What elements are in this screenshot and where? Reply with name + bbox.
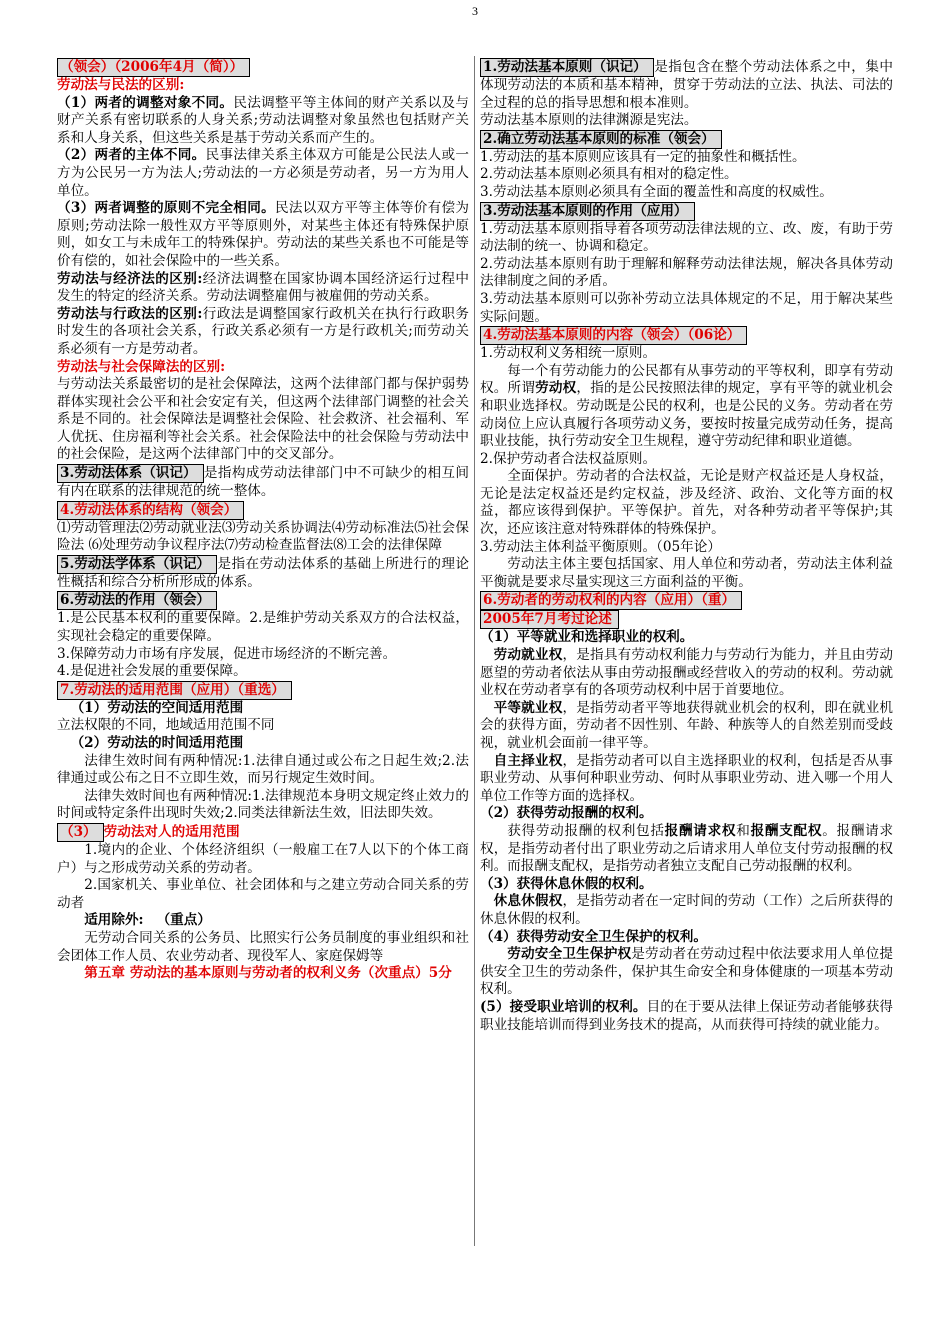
paragraph: 2.保护劳动者合法权益原则。 xyxy=(480,450,657,467)
bold-text: 自主择业权 xyxy=(493,752,563,769)
bold-text: （2）两者的主体不同。 xyxy=(57,147,206,164)
paragraph: 3.劳动法主体利益平衡原则。（05年论） xyxy=(480,538,721,555)
paragraph xyxy=(480,753,893,806)
bold-text: 劳动安全卫生保护权 xyxy=(507,946,632,963)
text: 和 xyxy=(736,822,751,839)
paragraph xyxy=(480,647,893,700)
text: 经济法调整在国家协调本国经济运行过程中发生的特定的经济关系。劳动法调整雇佣与被雇佣的劳动关系。 xyxy=(57,270,469,305)
paragraph: 2.劳动法基本原则有助于理解和解释劳动法律法规，解决各具体劳动法律制度之间的矛盾。 xyxy=(480,255,893,290)
subheading: （1）劳动法的空间适用范围 xyxy=(70,699,244,716)
heading-box: 4.劳动法体系的结构（领会） xyxy=(57,501,244,520)
bold-text: 报酬支配权 xyxy=(750,822,823,839)
heading-box: 3.劳动法基本原则的作用（应用） xyxy=(480,202,695,221)
text: ，是指劳动者平等地获得就业机会的权利，即在就业机会的获得方面，劳动者不因性别、年龄、种族等人的自然差别而受歧视，就业机会面前一律平等。 xyxy=(480,699,894,751)
paragraph: 4.是促进社会发展的重要保障。 xyxy=(57,663,247,680)
paragraph: 与劳动法关系最密切的是社会保障法，这两个法律部门都与保护弱势群体实现社会公平和社会安定有关，但这两个法律部门调整的社会关系是不同的。社会保障法是调整社会保险、社会救济、社会福利、军人优抚、住房福利等社会关系。社会保险法中的社会保险与劳动法中的社会保险，是这两个法律部门中的交叉部分。 xyxy=(57,376,469,463)
heading-box: 1.劳动法基本原则（识记） xyxy=(480,58,654,77)
bold-text: 休息休假权 xyxy=(493,893,563,910)
text: 是指在劳动法体系的基础上所进行的理论性概括和综合分析所形成的体系。 xyxy=(57,555,469,590)
bold-text: (5）接受职业培训的权利。 xyxy=(480,998,647,1015)
text: 民法以双方平等主体等价有偿为原则;劳动法除一般性双方平等原则外，对某些主体还有特殊保护原则，如女工与未成年工的特殊保护。劳动法的某些关系也不可能是等价有偿的，如社会保险中的一些关系。 xyxy=(57,200,469,269)
page-number: 3 xyxy=(472,4,478,18)
bold-text: 劳动就业权 xyxy=(493,647,563,664)
heading: 劳动法与社会保障法的区别: xyxy=(57,358,226,375)
paragraph xyxy=(57,147,469,200)
paragraph xyxy=(480,999,893,1034)
bold-text: （3）两者调整的原则不完全相同。 xyxy=(57,200,275,217)
heading: 劳动法与民法的区别: xyxy=(57,77,185,93)
right-column xyxy=(480,58,893,1034)
text: 。报酬请求权，是指劳动者付出了职业劳动之后请求用人单位支付劳动报酬的权利。而报酬支配权，是指劳动者独立支配自己劳动报酬的权利。 xyxy=(480,822,894,875)
heading-box: 5.劳动法学体系（识记） xyxy=(57,555,217,574)
text: 是劳动者在劳动过程中依法要求用人单位提供安全卫生的劳动条件，保护其生命安全和身体健康的一项基本劳动权利。 xyxy=(480,946,894,998)
paragraph: 法律失效时间也有两种情况:1.法律规范本身明文规定终止效力的时间或特定条件出现时失效;2.同类法律新法生效，旧法即失效。 xyxy=(57,787,469,822)
heading-box: （领会）（2006年4月（简）） xyxy=(57,58,250,77)
bold-text: 劳动权 xyxy=(535,380,577,397)
text: 是指构成劳动法律部门中不可缺少的相互间有内在联系的法律规范的统一整体。 xyxy=(57,465,469,500)
heading-box: （3） xyxy=(57,823,104,842)
subheading: （2）获得劳动报酬的权利。 xyxy=(480,805,653,822)
text: 是指包含在整个劳动法体系之中，集中体现劳动法的本质和基本精神，贯穿于劳动法的立法、执法、司法的全过程的总的指导思想和根本准则。 xyxy=(480,59,893,111)
text: 民法调整平等主体间的财产关系以及与财产关系有密切联系的人身关系;劳动法调整对象虽然也包括财产关系和人身关系，但这些关系是基于劳动关系而产生的。 xyxy=(57,94,469,146)
subheading: （1）平等就业和选择职业的权利。 xyxy=(480,629,694,646)
paragraph: 1.劳动法的基本原则应该具有一定的抽象性和概括性。 xyxy=(480,148,806,165)
subheading xyxy=(57,823,469,842)
paragraph: 无劳动合同关系的公务员、比照实行公务员制度的事业组织和社会团体工作人员、农业劳动者、现役军人、家庭保姆等 xyxy=(57,929,469,964)
bold-text: 劳动法与行政法的区别: xyxy=(57,305,203,322)
paragraph: 劳动法基本原则的法律渊源是宪法。 xyxy=(480,112,698,129)
chapter-heading: 第五章 劳动法的基本原则与劳动者的权利义务（次重点）5分 xyxy=(84,965,452,982)
heading-box: 7.劳动法的适用范围（应用）（重选） xyxy=(57,681,292,700)
paragraph xyxy=(480,893,893,928)
paragraph xyxy=(57,271,469,306)
heading-box: 4.劳动法基本原则的内容（领会）（06论） xyxy=(480,326,747,345)
heading-box: 3.劳动法体系（识记） xyxy=(57,464,204,483)
paragraph xyxy=(57,200,469,270)
subheading: （3）获得休息休假的权利。 xyxy=(480,875,653,892)
text: 目的在于要从法律上保证劳动者能够获得职业技能培训而得到业务技术的提高，从而获得可持续的就业能力。 xyxy=(480,998,894,1033)
text: ，是指劳动者在一定时间的劳动（工作）之后所获得的休息休假的权利。 xyxy=(480,893,894,927)
text: 每一个有劳动能力的公民都有从事劳动的平等权利，即享有劳动权。所谓 xyxy=(480,362,893,397)
paragraph: 1.是公民基本权利的重要保障。2.是维护劳动关系双方的合法权益，实现社会稳定的重要保障。 xyxy=(57,610,469,645)
paragraph: 立法权限的不同，地域适用范围不同 xyxy=(57,717,275,734)
text: ，是指劳动者可以自主选择职业的权利，包括是否从事职业劳动、从事何种职业劳动、何时从事职业劳动、进入哪一个用人单位工作等方面的选择权。 xyxy=(480,752,894,804)
paragraph xyxy=(480,700,893,753)
paragraph: 劳动法主体主要包括国家、用人单位和劳动者，劳动法主体利益平衡就是要求尽量实现这三方面利益的平衡。 xyxy=(480,556,893,590)
text: 行政法是调整国家行政机关在执行行政职务时发生的各项社会关系，行政关系必须有一方是行政机关;而劳动关系必须有一方是劳动者。 xyxy=(57,305,469,357)
paragraph xyxy=(57,464,469,501)
bold-text: 报酬请求权 xyxy=(664,822,737,839)
left-column xyxy=(57,58,469,983)
paragraph: 1.劳动法基本原则指导着各项劳动法律法规的立、改、废，有助于劳动法制的统一、协调和稳定。 xyxy=(480,220,893,255)
text: 劳动法对人的适用范围 xyxy=(103,823,240,840)
text: ，指的是公民按照法律的规定，享有平等的就业机会和职业选择权。劳动既是公民的权利，也是公民的义务。劳动者在劳动岗位上应认真履行各项劳动义务，要按时按量完成劳动任务，提高职业技能，执行劳动安全卫生规程，遵守劳动纪律和职业道德。 xyxy=(480,380,894,450)
paragraph xyxy=(57,306,469,359)
paragraph: 2.劳动法基本原则必须具有相对的稳定性。 xyxy=(480,166,738,183)
bold-text: 平等就业权 xyxy=(493,699,563,716)
subheading: （4）获得劳动安全卫生保护的权利。 xyxy=(480,928,707,945)
paragraph xyxy=(480,823,893,876)
paragraph xyxy=(57,95,469,148)
paragraph: 2.国家机关、事业单位、社会团体和与之建立劳动合同关系的劳动者 xyxy=(57,877,469,911)
text: 民事法律关系主体双方可能是公民法人或一方为公民另一方为法人;劳动法的一方必须是劳动者，另一方为用人单位。 xyxy=(57,147,470,199)
heading-box: 6.劳动法的作用（领会） xyxy=(57,591,217,610)
column-divider xyxy=(474,56,475,1246)
bold-text: 适用除外: xyxy=(84,912,144,929)
paragraph xyxy=(480,363,893,451)
paragraph: 全面保护。劳动者的合法权益，无论是财产权益还是人身权益，无论是法定权益还是约定权益，涉及经济、政治、文化等方面的权益，都应该得到保护。平等保护。首先，对各种劳动者平等保护;其次，还应该注意对特殊群体的特殊保护。 xyxy=(480,468,893,538)
text: ，是指具有劳动权利能力与劳动行为能力，并且由劳动愿望的劳动者依法从事由劳动报酬或经营收入的劳动的权利。劳动就业权在劳动者享有的各项劳动权利中居于首要地位。 xyxy=(480,647,894,699)
bold-text: 劳动法与经济法的区别: xyxy=(57,270,203,287)
heading-box: 6.劳动者的劳动权利的内容（应用）（重） xyxy=(480,591,742,610)
bold-text: （重点） xyxy=(156,912,211,929)
bold-text: （1）两者的调整对象不同。 xyxy=(57,94,234,111)
subheading: （2）劳动法的时间适用范围 xyxy=(70,735,244,751)
heading-box: 2.确立劳动法基本原则的标准（领会） xyxy=(480,130,722,149)
text: 获得劳动报酬的权利包括 xyxy=(507,822,665,839)
paragraph: 1.境内的企业、个体经济组织（一般雇工在7人以下的个体工商户）与之形成劳动关系的劳动者。 xyxy=(57,841,469,876)
paragraph xyxy=(480,946,893,999)
paragraph: ⑴劳动管理法⑵劳动就业法⑶劳动关系协调法⑷劳动标准法⑸社会保险法 ⑹处理劳动争议程序法⑺劳动检查监督法⑻工会的法律保障 xyxy=(57,519,469,554)
paragraph xyxy=(480,58,893,112)
paragraph: 1.劳动权利义务相统一原则。 xyxy=(480,345,657,362)
paragraph: 法律生效时间有两种情况:1.法律自通过或公布之日起生效;2.法律通过或公布之日不立即生效，而另行规定生效时间。 xyxy=(57,752,469,787)
paragraph: 3.保障劳动力市场有序发展，促进市场经济的不断完善。 xyxy=(57,645,397,662)
heading-box: 2005年7月考过论述 xyxy=(480,610,619,629)
paragraph: 3.劳动法基本原则必须具有全面的覆盖性和高度的权威性。 xyxy=(480,183,833,200)
paragraph: 3.劳动法基本原则可以弥补劳动立法具体规定的不足，用于解决某些实际问题。 xyxy=(480,290,893,325)
subheading xyxy=(57,912,469,930)
paragraph xyxy=(57,555,469,592)
